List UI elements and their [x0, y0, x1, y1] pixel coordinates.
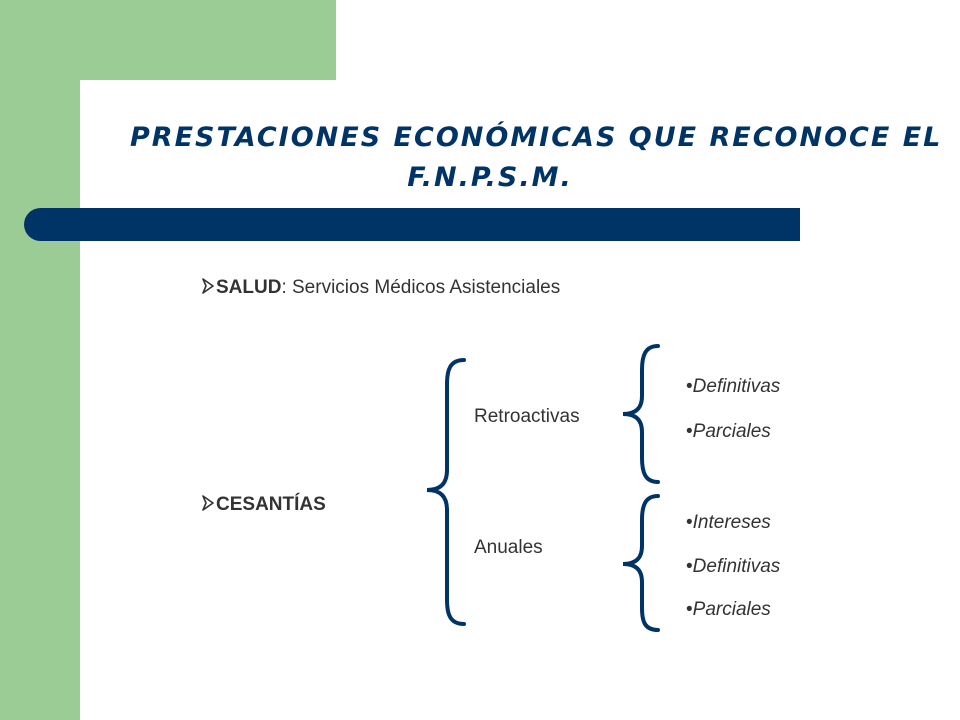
- list-item-label: Parciales: [692, 421, 771, 442]
- title-underline-bar: [64, 208, 800, 241]
- list-item: [686, 512, 771, 534]
- green-top-band: [0, 0, 336, 80]
- bullet-dot: •: [686, 512, 693, 533]
- arrow-bullet-icon: [202, 278, 214, 294]
- green-sidebar: [0, 0, 80, 720]
- retroactivas-brace: [623, 346, 658, 482]
- list-item: [686, 376, 780, 398]
- list-item-label: Intereses: [692, 512, 771, 533]
- salud-term: SALUD: [216, 277, 282, 298]
- bullet-dot: •: [686, 599, 693, 620]
- bullet-dot: •: [686, 421, 693, 442]
- list-item-label: Definitivas: [692, 376, 781, 397]
- cesantias-term: CESANTÍAS: [216, 494, 326, 515]
- list-item: [686, 421, 771, 443]
- list-item: [686, 599, 771, 621]
- main-brace: [427, 360, 464, 624]
- bullet-dot: •: [686, 376, 693, 397]
- list-item: [686, 556, 780, 578]
- category-anuales: Anuales: [474, 537, 543, 558]
- salud-separator: :: [281, 277, 287, 298]
- arrow-bullet-icon: [202, 495, 214, 511]
- slide-title: [130, 118, 943, 198]
- bullet-dot: •: [686, 556, 693, 577]
- anuales-brace: [623, 496, 658, 630]
- salud-text: Servicios Médicos Asistenciales: [286, 277, 561, 298]
- salud-item: [202, 277, 560, 299]
- category-retroactivas: Retroactivas: [474, 406, 580, 427]
- title-line-1: PRESTACIONES ECONÓMICAS QUE RECONOCE EL: [130, 122, 943, 153]
- title-line-2: F.N.P.S.M.: [407, 162, 573, 193]
- list-item-label: Parciales: [692, 599, 771, 620]
- cesantias-item: [202, 494, 326, 516]
- list-item-label: Definitivas: [692, 556, 781, 577]
